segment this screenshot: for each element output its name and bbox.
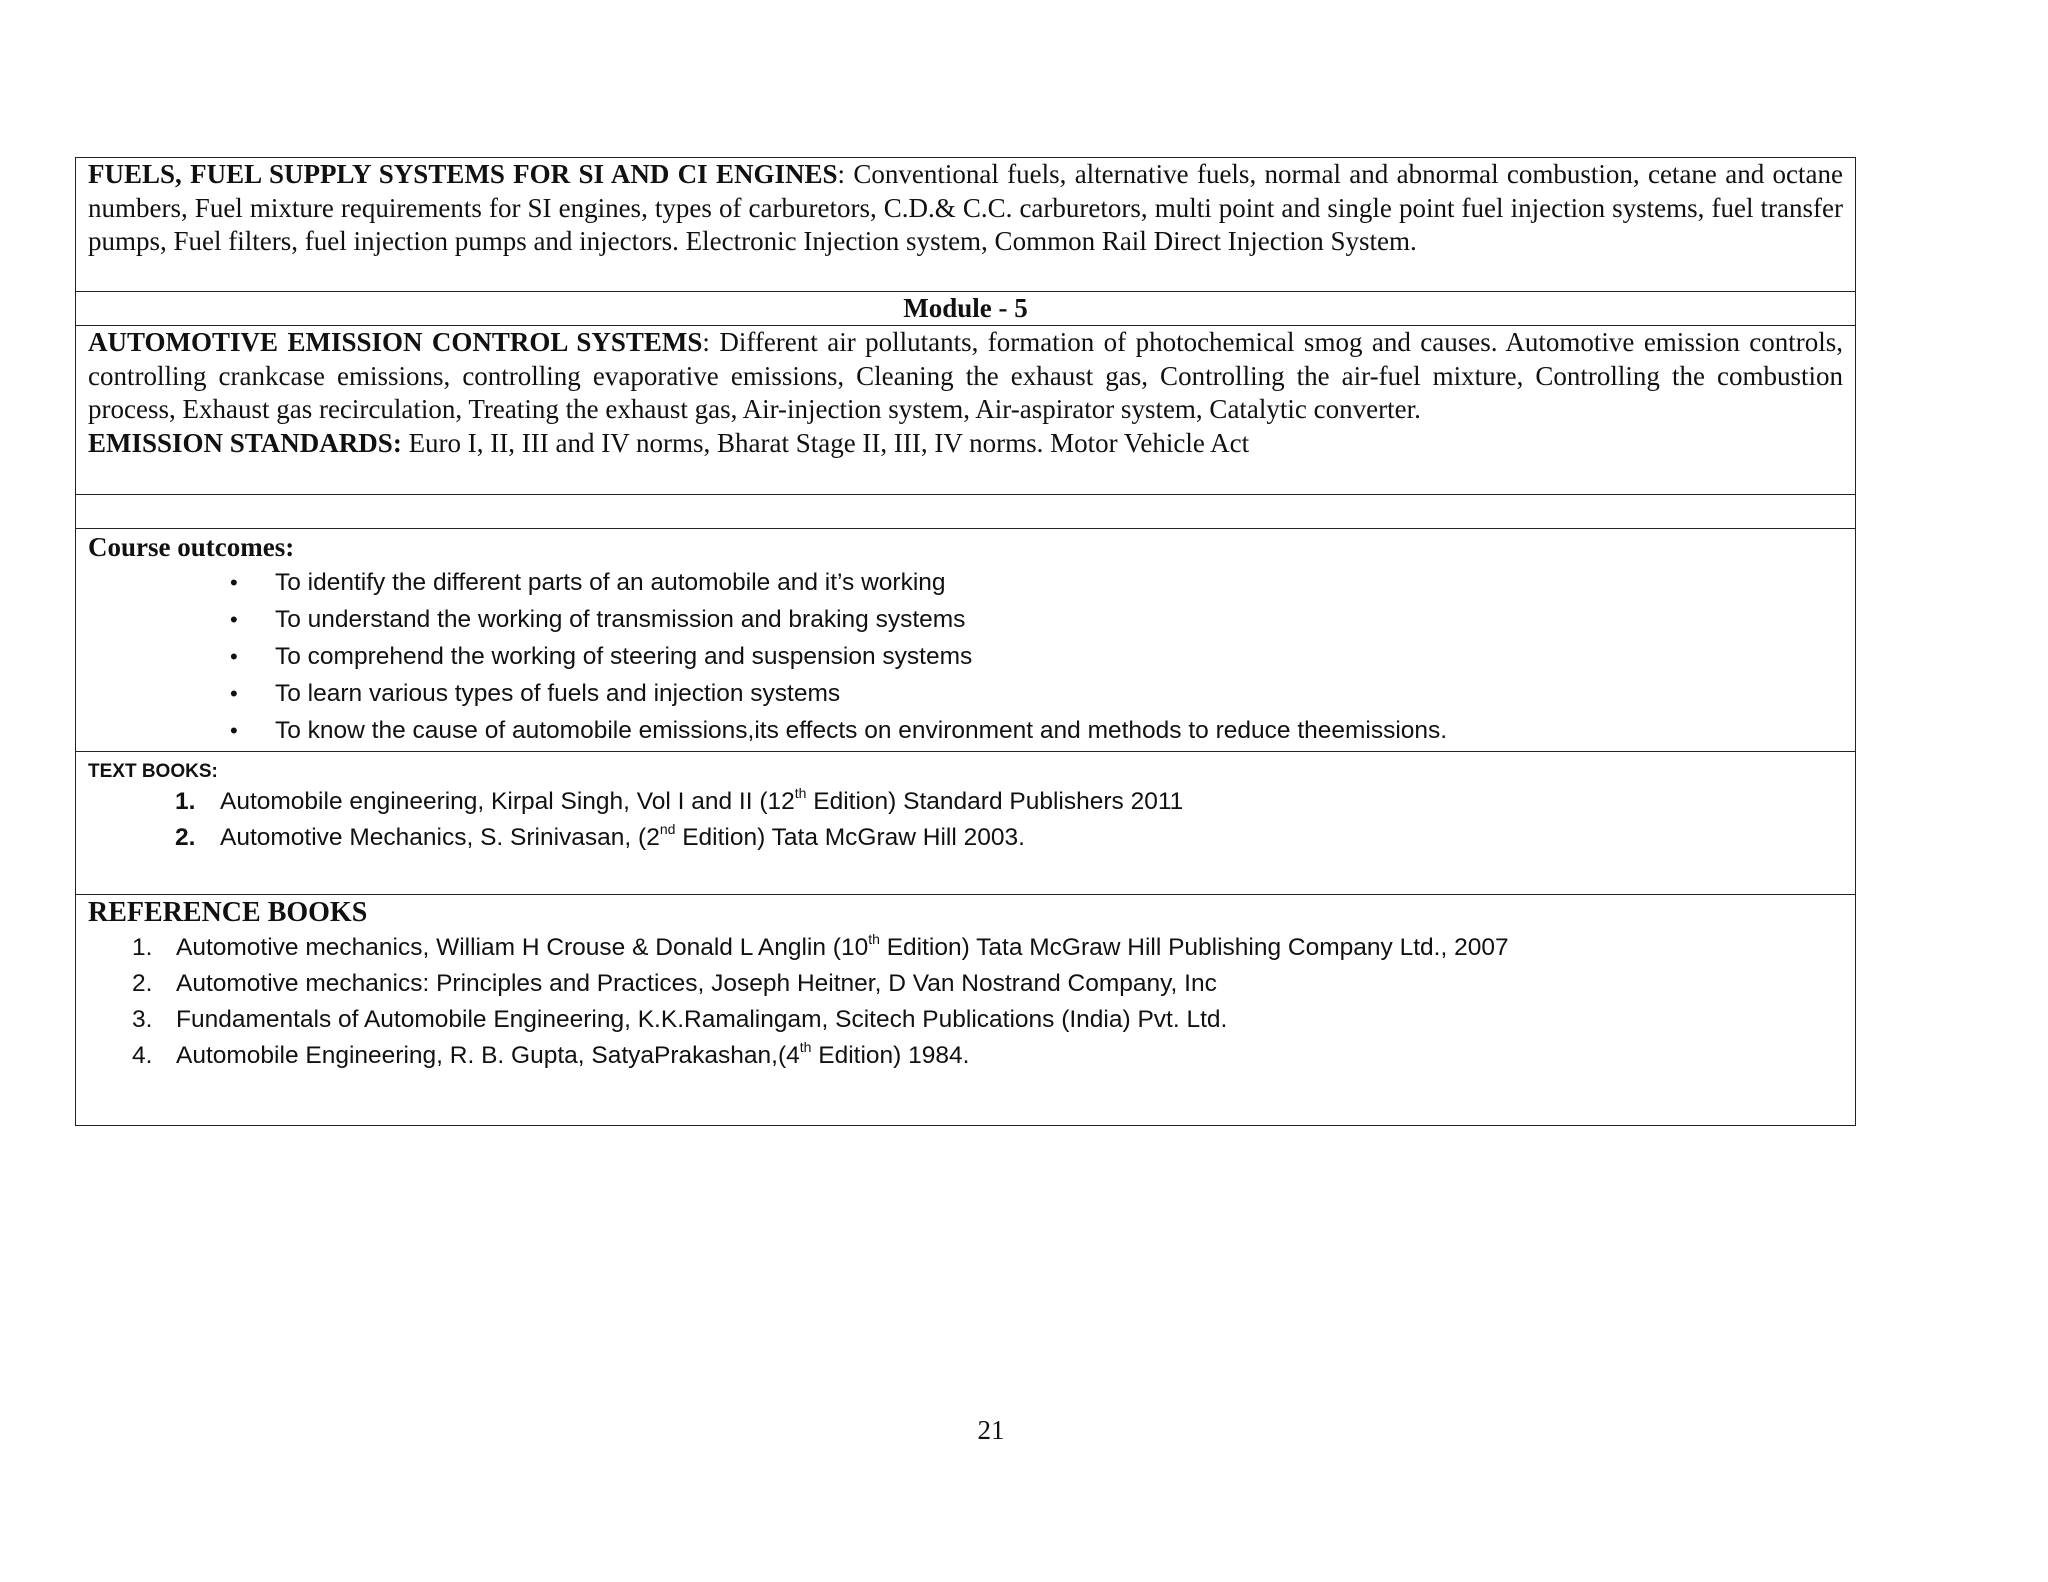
item-number: 3.: [132, 1006, 153, 1033]
list-item: [88, 930, 1843, 966]
reference-books-list: [88, 930, 1843, 1074]
bullet-icon: •: [230, 718, 238, 743]
empty-row: [76, 495, 1856, 529]
list-item: [88, 784, 1843, 820]
list-item: [230, 675, 1843, 712]
item-number: 1.: [132, 934, 153, 961]
outcome-text: To identify the different parts of an automobile and it’s working: [275, 569, 946, 596]
emission-paragraph: [88, 326, 1843, 427]
book-text: Fundamentals of Automobile Engineering, K.K.Ramalingam, Scitech Publications (India) Pvt. Ltd.: [176, 1006, 1228, 1033]
book-superscript: th: [868, 931, 880, 947]
standards-paragraph: [88, 427, 1843, 461]
emission-cell: [76, 326, 1856, 495]
outcome-text: To learn various types of fuels and injection systems: [275, 680, 841, 707]
book-text: Automobile Engineering, R. B. Gupta, SatyaPrakashan,(4: [176, 1042, 800, 1069]
fuels-body: : Conventional fuels, alternative fuels, normal and abnormal combustion, cetane and octane numbers, Fuel mixture requirements for SI engines, types of carburetors, C.D.& C.C. carburetors, multi point and single point fuel injection systems, fuel transfer pumps, Fuel filters, fuel injection pumps and injectors. Electronic Injection system, Common Rail Direct Injection System.: [88, 159, 1843, 256]
outcomes-row: [76, 529, 1856, 752]
bullet-icon: •: [230, 607, 238, 632]
item-number: 2.: [132, 970, 153, 997]
page-number: 21: [977, 1415, 1005, 1445]
item-number: 1.: [175, 788, 196, 815]
book-superscript: th: [799, 1039, 812, 1055]
book-superscript: nd: [659, 821, 676, 837]
book-text: Automotive mechanics, William H Crouse & Donald L Anglin (10: [176, 934, 869, 961]
empty-cell: [76, 495, 1856, 529]
text-books-title: TEXT BOOKS:: [88, 761, 218, 782]
refbooks-cell: [76, 895, 1856, 1126]
list-item: [88, 1002, 1843, 1038]
outcome-text: To know the cause of automobile emissions,its effects on environment and methods to reduce theemissions.: [275, 717, 1448, 744]
list-item: [230, 601, 1843, 638]
fuels-heading: FUELS, FUEL SUPPLY SYSTEMS FOR SI AND CI ENGINES: [88, 159, 838, 189]
text-books-list: [88, 784, 1843, 856]
item-number: 4.: [132, 1042, 153, 1069]
book-text-end: Edition) Tata McGraw Hill Publishing Company Ltd., 2007: [879, 934, 1509, 961]
list-item: [230, 638, 1843, 675]
bullet-icon: •: [230, 570, 238, 595]
fuels-paragraph: [88, 158, 1843, 259]
bullet-icon: •: [230, 681, 238, 706]
fuels-cell: [76, 158, 1856, 292]
fuels-row: [76, 158, 1856, 292]
book-text-end: Edition) Tata McGraw Hill 2003.: [675, 824, 1025, 851]
book-text-end: Edition) Standard Publishers 2011: [806, 788, 1184, 815]
book-text: Automotive Mechanics, S. Srinivasan, (2: [220, 824, 660, 851]
outcome-text: To understand the working of transmission and braking systems: [275, 606, 966, 633]
course-outcomes-list: [88, 564, 1843, 749]
emission-heading: AUTOMOTIVE EMISSION CONTROL SYSTEMS: [88, 327, 703, 357]
textbooks-cell: [76, 752, 1856, 895]
book-text: Automobile engineering, Kirpal Singh, Vol I and II (12: [220, 788, 795, 815]
course-outcomes-title: Course outcomes:: [88, 532, 295, 562]
module-row: [76, 292, 1856, 326]
list-item: [88, 1038, 1843, 1074]
emission-body: : Different air pollutants, formation of photochemical smog and causes. Automotive emission controls, controlling crankcase emissions, controlling evaporative emissions, Cleaning the exhaust gas, Controlling the air-fuel mixture, Controlling the combustion process, Exhaust gas recirculation, Treating the exhaust gas, Air-injection system, Air-aspirator system, Catalytic converter.: [88, 327, 1843, 424]
book-text: Automotive mechanics: Principles and Practices, Joseph Heitner, D Van Nostrand Company, Inc: [176, 970, 1217, 997]
emission-row: [76, 326, 1856, 495]
syllabus-table: [75, 157, 1856, 1126]
standards-body: Euro I, II, III and IV norms, Bharat Stage II, III, IV norms. Motor Vehicle Act: [401, 427, 1250, 458]
item-number: 2.: [175, 824, 196, 851]
bullet-icon: •: [230, 644, 238, 669]
book-text-end: Edition) 1984.: [811, 1042, 970, 1069]
book-superscript: th: [794, 785, 807, 801]
list-item: [230, 712, 1843, 749]
list-item: [88, 966, 1843, 1002]
list-item: [88, 820, 1843, 856]
module-title: Module - 5: [903, 293, 1028, 323]
list-item: [230, 564, 1843, 601]
standards-heading: EMISSION STANDARDS:: [88, 427, 402, 458]
textbooks-row: [76, 752, 1856, 895]
outcomes-cell: [76, 529, 1856, 752]
refbooks-row: [76, 895, 1856, 1126]
module-cell: [76, 292, 1856, 326]
reference-books-title: REFERENCE BOOKS: [88, 897, 368, 928]
outcome-text: To comprehend the working of steering and suspension systems: [275, 643, 973, 670]
